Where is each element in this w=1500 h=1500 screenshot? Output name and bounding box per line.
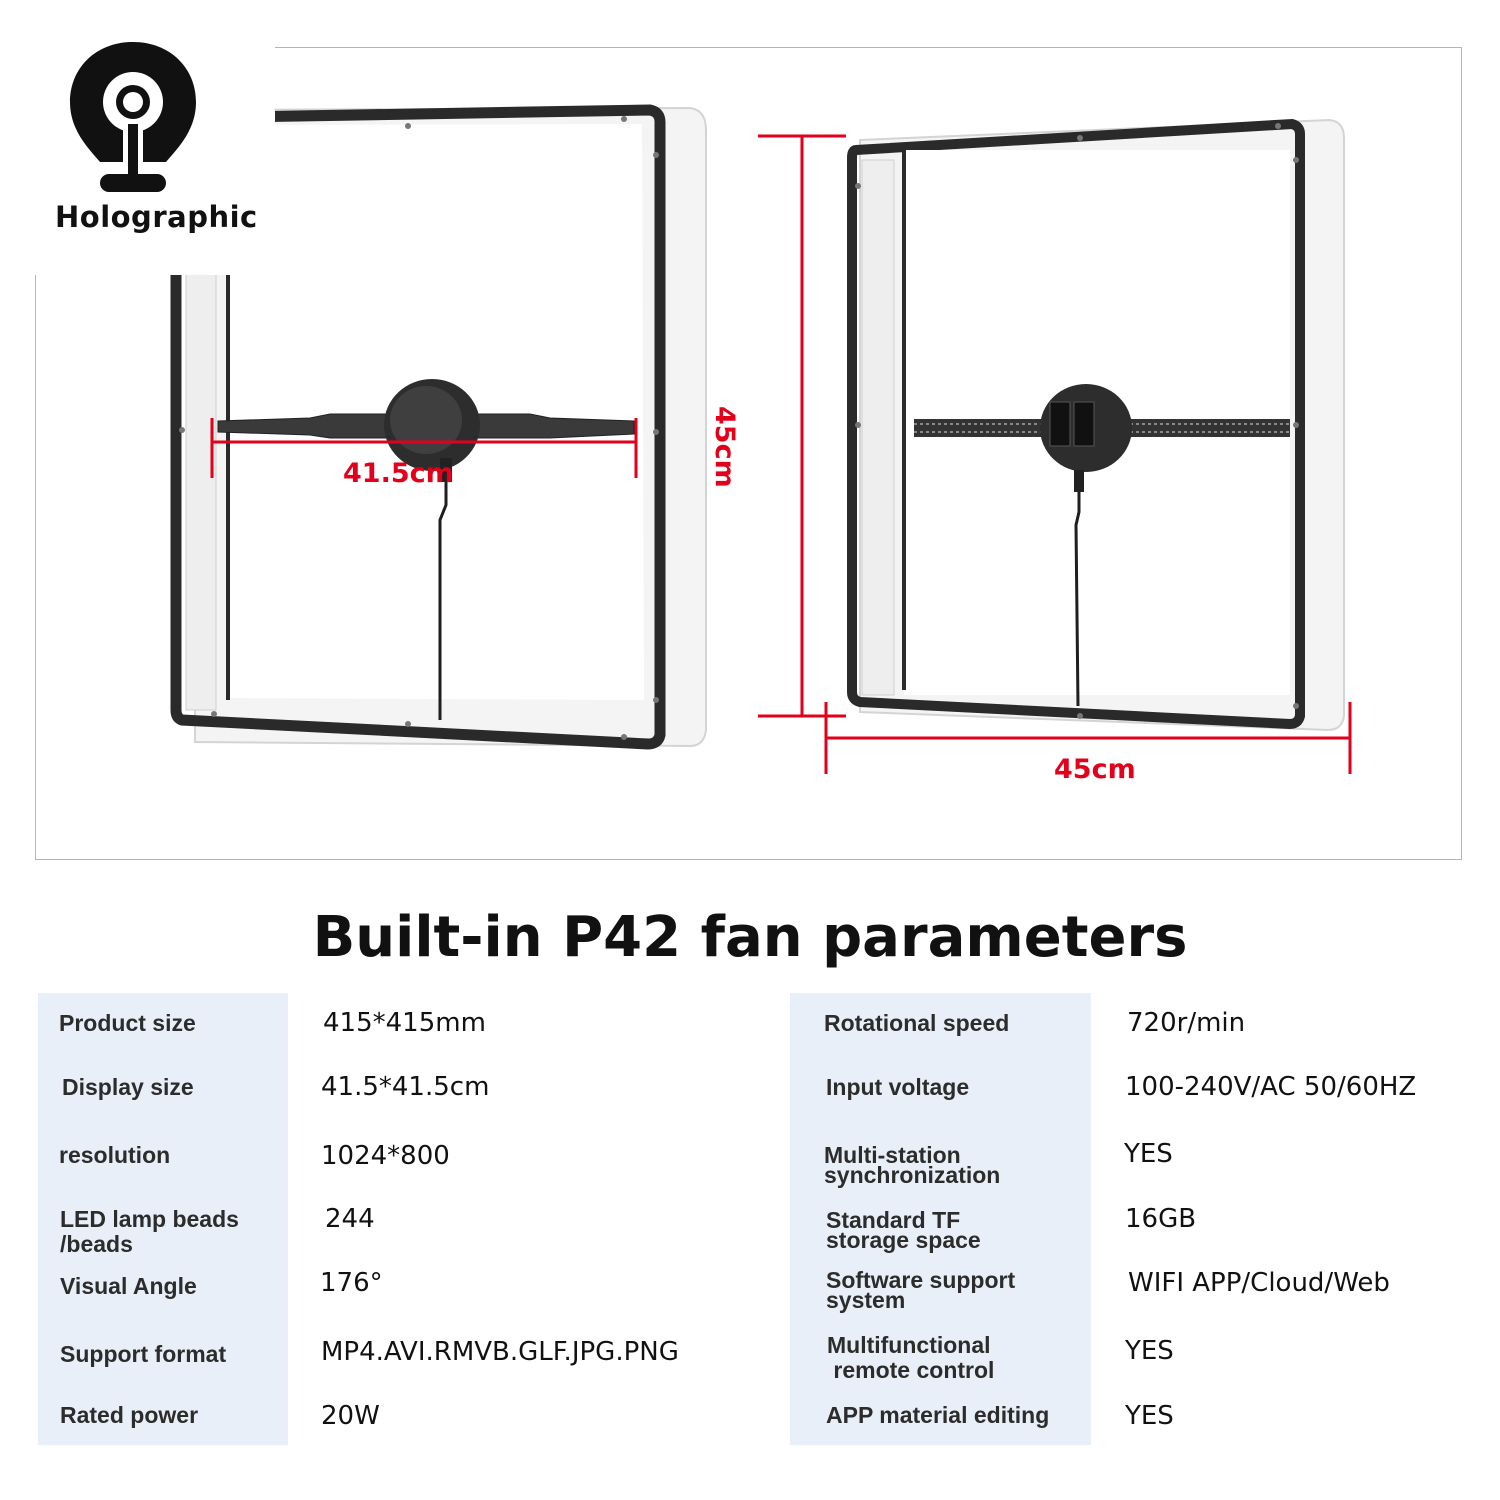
param-label: Rotational speed [824,1010,1010,1036]
param-value: 176° [320,1268,383,1298]
param-label: LED lamp beads /beads [60,1206,239,1257]
param-label: Product size [59,1010,196,1036]
param-value: 100-240V/AC 50/60HZ [1125,1072,1417,1102]
width-label: 45cm [1054,754,1136,785]
param-label: Software support system [826,1267,1016,1313]
param-value: 244 [325,1204,375,1234]
param-value: 1024*800 [321,1141,450,1171]
param-label: Support format [60,1341,227,1367]
param-value: YES [1124,1139,1173,1169]
brand-name: Holographic [55,200,258,234]
param-value: 20W [321,1401,380,1431]
param-label: Visual Angle [60,1273,197,1299]
param-value: 41.5*41.5cm [321,1072,490,1102]
blade-length-label: 41.5cm [343,458,454,489]
lightbulb-icon [66,40,200,200]
param-label: Multifunctional remote control [827,1332,995,1383]
param-value: WIFI APP/Cloud/Web [1128,1268,1390,1298]
param-value: MP4.AVI.RMVB.GLF.JPG.PNG [321,1337,679,1367]
param-value: 720r/min [1127,1008,1246,1038]
param-value: 16GB [1125,1204,1197,1234]
right-display-device [852,120,1344,730]
param-label: Input voltage [826,1074,970,1100]
param-label: Standard TF storage space [826,1207,981,1253]
parameters-title: Built-in P42 fan parameters [312,905,1188,970]
height-label: 45cm [709,406,740,488]
param-label: Multi-station synchronization [824,1142,1001,1188]
param-label: resolution [59,1142,171,1168]
param-label: APP material editing [826,1402,1050,1428]
param-value: 415*415mm [323,1008,486,1038]
param-value: YES [1125,1401,1174,1431]
param-value: YES [1125,1336,1174,1366]
height-dimension [758,136,846,716]
param-label: Display size [62,1074,194,1100]
param-label: Rated power [60,1402,199,1428]
